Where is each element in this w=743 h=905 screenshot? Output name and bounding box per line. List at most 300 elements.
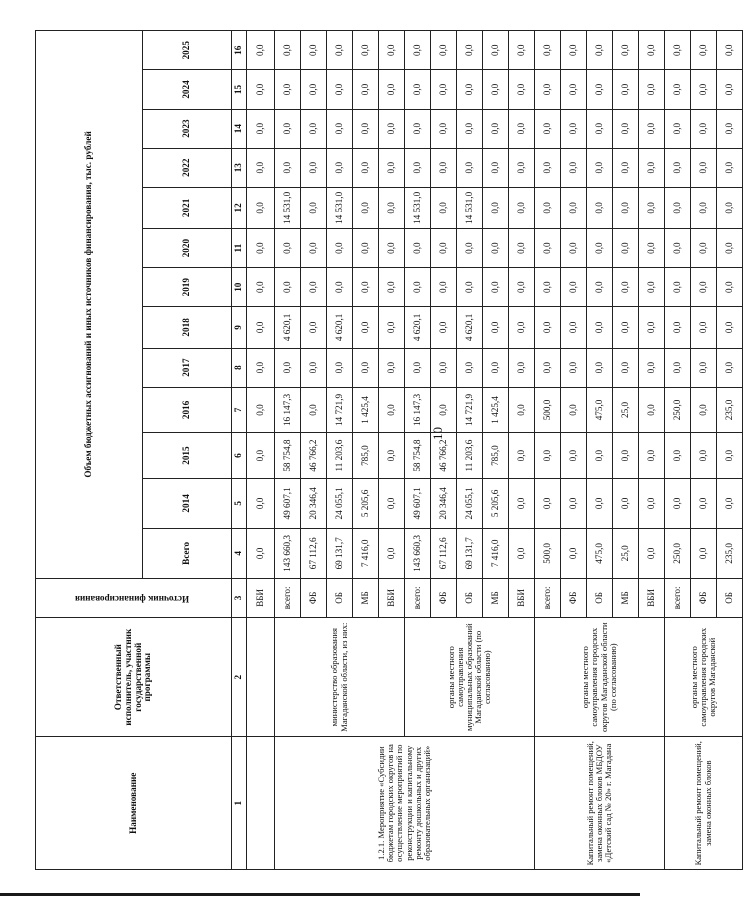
value-cell: 0,0: [691, 187, 717, 228]
financing-table: [35, 30, 743, 870]
value-cell: 49 607,1: [275, 478, 301, 528]
value-cell: 24 055,1: [457, 478, 483, 528]
value-cell: 0,0: [353, 307, 379, 348]
value-cell: 0,0: [509, 31, 535, 70]
value-cell: 0,0: [247, 478, 275, 528]
value-cell: 69 131,7: [327, 528, 353, 578]
header-year-2019: 2019: [143, 268, 232, 307]
value-cell: 4 620,1: [327, 307, 353, 348]
value-cell: 7 416,0: [353, 528, 379, 578]
column-number: 16: [232, 31, 247, 70]
value-cell: 11 203,6: [327, 433, 353, 479]
value-cell: 0,0: [587, 268, 613, 307]
value-cell: 20 346,4: [301, 478, 327, 528]
value-cell: 0,0: [613, 70, 639, 109]
value-cell: 0,0: [247, 148, 275, 187]
header-year-2022: 2022: [143, 148, 232, 187]
header-total: Всего: [143, 528, 232, 578]
value-cell: 0,0: [379, 31, 405, 70]
measure-name: Капитальный ремонт помещений, замена оконных блоков: [665, 737, 743, 870]
value-cell: 0,0: [327, 109, 353, 148]
value-cell: 0,0: [353, 70, 379, 109]
value-cell: 0,0: [535, 478, 561, 528]
value-cell: 0,0: [691, 148, 717, 187]
value-cell: 0,0: [717, 70, 743, 109]
value-cell: 0,0: [275, 31, 301, 70]
header-year-2015: 2015: [143, 433, 232, 479]
source-cell: ФБ: [691, 578, 717, 617]
value-cell: 0,0: [405, 109, 431, 148]
value-cell: 0,0: [247, 348, 275, 387]
value-cell: 0,0: [483, 187, 509, 228]
source-cell: МБ: [613, 578, 639, 617]
column-number: 6: [232, 433, 247, 479]
value-cell: 0,0: [301, 387, 327, 433]
value-cell: 0,0: [483, 307, 509, 348]
value-cell: 0,0: [275, 109, 301, 148]
value-cell: 0,0: [691, 109, 717, 148]
value-cell: 0,0: [561, 433, 587, 479]
value-cell: 0,0: [327, 348, 353, 387]
source-cell: ВБИ: [509, 578, 535, 617]
value-cell: 0,0: [509, 109, 535, 148]
value-cell: 0,0: [639, 229, 665, 268]
value-cell: 0,0: [535, 70, 561, 109]
value-cell: 4 620,1: [275, 307, 301, 348]
value-cell: 0,0: [535, 433, 561, 479]
value-cell: 0,0: [509, 148, 535, 187]
value-cell: 0,0: [587, 307, 613, 348]
header-row-numbers: [232, 31, 247, 870]
value-cell: 5 205,6: [483, 478, 509, 528]
value-cell: 0,0: [405, 268, 431, 307]
value-cell: 0,0: [717, 148, 743, 187]
value-cell: 14 531,0: [327, 187, 353, 228]
value-cell: 0,0: [535, 229, 561, 268]
value-cell: 46 766,2: [301, 433, 327, 479]
value-cell: 0,0: [275, 268, 301, 307]
header-year-2025: 2025: [143, 31, 232, 70]
value-cell: 0,0: [431, 187, 457, 228]
value-cell: 0,0: [639, 387, 665, 433]
value-cell: 0,0: [431, 148, 457, 187]
value-cell: 475,0: [587, 387, 613, 433]
source-cell: всего:: [405, 578, 431, 617]
value-cell: 0,0: [717, 187, 743, 228]
value-cell: 0,0: [247, 387, 275, 433]
value-cell: 0,0: [561, 268, 587, 307]
value-cell: 0,0: [379, 307, 405, 348]
value-cell: 0,0: [691, 478, 717, 528]
value-cell: 0,0: [379, 268, 405, 307]
value-cell: 0,0: [509, 307, 535, 348]
column-number: 3: [232, 578, 247, 617]
value-cell: 14 721,9: [327, 387, 353, 433]
value-cell: 0,0: [561, 148, 587, 187]
value-cell: 0,0: [691, 31, 717, 70]
header-row-1: [36, 31, 143, 870]
value-cell: 11 203,6: [457, 433, 483, 479]
value-cell: 0,0: [431, 109, 457, 148]
value-cell: 0,0: [587, 70, 613, 109]
header-source: [36, 578, 232, 617]
value-cell: 7 416,0: [483, 528, 509, 578]
table-row: [535, 31, 561, 870]
value-cell: 58 754,8: [275, 433, 301, 479]
source-cell: ОБ: [587, 578, 613, 617]
header-year-2020: 2020: [143, 229, 232, 268]
value-cell: 0,0: [247, 187, 275, 228]
value-cell: 0,0: [665, 433, 691, 479]
value-cell: 0,0: [561, 109, 587, 148]
value-cell: 0,0: [639, 307, 665, 348]
value-cell: 0,0: [613, 478, 639, 528]
value-cell: 0,0: [301, 229, 327, 268]
value-cell: 0,0: [665, 348, 691, 387]
column-number: 11: [232, 229, 247, 268]
value-cell: 0,0: [247, 70, 275, 109]
column-number: 5: [232, 478, 247, 528]
value-cell: 0,0: [483, 70, 509, 109]
value-cell: 0,0: [639, 348, 665, 387]
value-cell: 0,0: [431, 268, 457, 307]
value-cell: 0,0: [509, 348, 535, 387]
value-cell: 0,0: [561, 348, 587, 387]
value-cell: 58 754,8: [405, 433, 431, 479]
value-cell: 0,0: [457, 109, 483, 148]
value-cell: 4 620,1: [457, 307, 483, 348]
value-cell: 0,0: [301, 307, 327, 348]
value-cell: 0,0: [431, 70, 457, 109]
value-cell: 250,0: [665, 387, 691, 433]
column-number: 7: [232, 387, 247, 433]
value-cell: 0,0: [691, 307, 717, 348]
table-row: [275, 31, 301, 870]
value-cell: 0,0: [483, 229, 509, 268]
value-cell: 143 660,3: [275, 528, 301, 578]
value-cell: 0,0: [353, 268, 379, 307]
value-cell: 0,0: [247, 433, 275, 479]
value-cell: 0,0: [301, 268, 327, 307]
value-cell: 0,0: [535, 31, 561, 70]
value-cell: 0,0: [613, 348, 639, 387]
value-cell: 0,0: [587, 109, 613, 148]
value-cell: 0,0: [535, 109, 561, 148]
value-cell: 0,0: [509, 528, 535, 578]
value-cell: 0,0: [613, 433, 639, 479]
value-cell: 0,0: [405, 70, 431, 109]
value-cell: 1 425,4: [353, 387, 379, 433]
value-cell: 0,0: [587, 187, 613, 228]
value-cell: 14 531,0: [275, 187, 301, 228]
source-cell: ФБ: [301, 578, 327, 617]
value-cell: 0,0: [327, 268, 353, 307]
value-cell: 0,0: [665, 229, 691, 268]
value-cell: 0,0: [535, 148, 561, 187]
executor-cell: органы местного самоуправления городских округов Магаданской: [665, 617, 743, 737]
value-cell: 0,0: [353, 348, 379, 387]
value-cell: 25,0: [613, 387, 639, 433]
column-number: 14: [232, 109, 247, 148]
value-cell: 0,0: [379, 229, 405, 268]
value-cell: 14 531,0: [457, 187, 483, 228]
value-cell: 0,0: [509, 433, 535, 479]
value-cell: 0,0: [613, 268, 639, 307]
measure-name: Капитальный ремонт помещений, замена оконных блоков МБДОУ «Детский сад № 20» г. Магадана: [535, 737, 665, 870]
column-number: 1: [232, 737, 247, 870]
value-cell: 14 721,9: [457, 387, 483, 433]
value-cell: 0,0: [639, 187, 665, 228]
value-cell: 0,0: [247, 268, 275, 307]
value-cell: 0,0: [353, 229, 379, 268]
source-cell: ОБ: [717, 578, 743, 617]
value-cell: 0,0: [301, 31, 327, 70]
value-cell: 0,0: [379, 187, 405, 228]
source-cell: всего:: [535, 578, 561, 617]
column-number: 9: [232, 307, 247, 348]
value-cell: 0,0: [587, 433, 613, 479]
value-cell: 20 346,4: [431, 478, 457, 528]
header-year-2014: 2014: [143, 478, 232, 528]
value-cell: 0,0: [301, 148, 327, 187]
value-cell: 0,0: [561, 478, 587, 528]
value-cell: 0,0: [665, 307, 691, 348]
value-cell: 143 660,3: [405, 528, 431, 578]
value-cell: 0,0: [665, 31, 691, 70]
value-cell: 0,0: [379, 478, 405, 528]
value-cell: 0,0: [247, 109, 275, 148]
value-cell: 0,0: [561, 31, 587, 70]
value-cell: 0,0: [613, 31, 639, 70]
source-cell: ОБ: [457, 578, 483, 617]
value-cell: 25,0: [613, 528, 639, 578]
value-cell: 0,0: [301, 348, 327, 387]
value-cell: 785,0: [483, 433, 509, 479]
source-cell: ВБИ: [379, 578, 405, 617]
value-cell: 0,0: [379, 387, 405, 433]
value-cell: 0,0: [509, 387, 535, 433]
value-cell: 67 112,6: [431, 528, 457, 578]
header-year-2023: 2023: [143, 109, 232, 148]
value-cell: 0,0: [509, 70, 535, 109]
value-cell: 0,0: [665, 70, 691, 109]
executor-cell: [247, 617, 275, 737]
value-cell: 0,0: [353, 187, 379, 228]
column-number: 2: [232, 617, 247, 737]
value-cell: 0,0: [431, 348, 457, 387]
value-cell: 0,0: [691, 387, 717, 433]
value-cell: 0,0: [483, 268, 509, 307]
table-row: [665, 31, 691, 870]
header-name: Наименование: [36, 737, 232, 870]
value-cell: 0,0: [717, 307, 743, 348]
column-number: 8: [232, 348, 247, 387]
value-cell: 0,0: [275, 229, 301, 268]
value-cell: 0,0: [247, 528, 275, 578]
value-cell: 0,0: [431, 229, 457, 268]
value-cell: 0,0: [379, 70, 405, 109]
value-cell: 0,0: [457, 148, 483, 187]
value-cell: 0,0: [587, 148, 613, 187]
value-cell: 0,0: [639, 478, 665, 528]
value-cell: 0,0: [613, 148, 639, 187]
value-cell: 0,0: [535, 268, 561, 307]
source-cell: ФБ: [561, 578, 587, 617]
value-cell: 250,0: [665, 528, 691, 578]
header-volume: Объем бюджетных ассигнований и иных источников финансирования, тыс. рублей: [36, 31, 143, 579]
header-year-2021: 2021: [143, 187, 232, 228]
value-cell: 0,0: [587, 478, 613, 528]
value-cell: 0,0: [457, 31, 483, 70]
value-cell: 0,0: [665, 268, 691, 307]
value-cell: 0,0: [301, 187, 327, 228]
value-cell: 0,0: [483, 348, 509, 387]
value-cell: 0,0: [509, 187, 535, 228]
table-row: [247, 31, 275, 870]
value-cell: 0,0: [247, 31, 275, 70]
value-cell: 46 766,2: [431, 433, 457, 479]
value-cell: 0,0: [247, 307, 275, 348]
column-number: 13: [232, 148, 247, 187]
value-cell: 0,0: [327, 70, 353, 109]
source-cell: ОБ: [327, 578, 353, 617]
value-cell: 0,0: [431, 31, 457, 70]
value-cell: 49 607,1: [405, 478, 431, 528]
value-cell: 0,0: [639, 109, 665, 148]
value-cell: 0,0: [613, 187, 639, 228]
value-cell: 0,0: [275, 348, 301, 387]
value-cell: 0,0: [327, 148, 353, 187]
value-cell: 0,0: [509, 478, 535, 528]
value-cell: 0,0: [379, 528, 405, 578]
value-cell: 0,0: [613, 109, 639, 148]
value-cell: 0,0: [691, 528, 717, 578]
value-cell: 500,0: [535, 387, 561, 433]
column-number: 12: [232, 187, 247, 228]
value-cell: 0,0: [717, 268, 743, 307]
value-cell: 0,0: [275, 148, 301, 187]
value-cell: 4 620,1: [405, 307, 431, 348]
table-body: [247, 31, 743, 870]
value-cell: 14 531,0: [405, 187, 431, 228]
value-cell: 0,0: [431, 307, 457, 348]
header-year-2024: 2024: [143, 70, 232, 109]
value-cell: 0,0: [639, 433, 665, 479]
value-cell: 0,0: [405, 148, 431, 187]
value-cell: 24 055,1: [327, 478, 353, 528]
column-number: 4: [232, 528, 247, 578]
value-cell: 0,0: [301, 70, 327, 109]
value-cell: 0,0: [457, 229, 483, 268]
value-cell: 0,0: [665, 148, 691, 187]
value-cell: 0,0: [379, 348, 405, 387]
value-cell: 1 425,4: [483, 387, 509, 433]
value-cell: 0,0: [301, 109, 327, 148]
bottom-rule: [0, 893, 640, 896]
value-cell: 0,0: [561, 229, 587, 268]
executor-cell: органы местного самоуправления муниципальных образований Магаданской области (по согласованию): [405, 617, 535, 737]
value-cell: 0,0: [561, 187, 587, 228]
measure-name: 1.2.1. Мероприятие «Субсидии бюджетам городских округов на осуществление мероприятий по реконструкции и капитальному ремонту дошкольных и других образовательных организаций»: [275, 737, 535, 870]
value-cell: 0,0: [717, 348, 743, 387]
value-cell: 0,0: [587, 229, 613, 268]
source-cell: ФБ: [431, 578, 457, 617]
source-cell: всего:: [665, 578, 691, 617]
value-cell: 500,0: [535, 528, 561, 578]
source-cell: ВБИ: [639, 578, 665, 617]
value-cell: 0,0: [509, 229, 535, 268]
source-cell: МБ: [353, 578, 379, 617]
value-cell: 0,0: [483, 31, 509, 70]
value-cell: 0,0: [457, 70, 483, 109]
column-number: 15: [232, 70, 247, 109]
value-cell: 16 147,3: [405, 387, 431, 433]
header-year-2018: 2018: [143, 307, 232, 348]
value-cell: 0,0: [561, 387, 587, 433]
value-cell: 0,0: [665, 109, 691, 148]
page-number: 10: [430, 427, 445, 440]
value-cell: 0,0: [639, 148, 665, 187]
value-cell: 235,0: [717, 528, 743, 578]
value-cell: 0,0: [717, 31, 743, 70]
value-cell: 0,0: [665, 187, 691, 228]
value-cell: 0,0: [509, 268, 535, 307]
value-cell: 0,0: [717, 229, 743, 268]
value-cell: 0,0: [665, 478, 691, 528]
value-cell: 0,0: [535, 307, 561, 348]
value-cell: 0,0: [327, 31, 353, 70]
value-cell: 0,0: [561, 70, 587, 109]
value-cell: 0,0: [691, 70, 717, 109]
value-cell: 67 112,6: [301, 528, 327, 578]
source-cell: ВБИ: [247, 578, 275, 617]
header-executor: Ответственный исполнитель, участник государственной программы: [36, 617, 232, 737]
value-cell: 0,0: [639, 268, 665, 307]
value-cell: 0,0: [535, 187, 561, 228]
value-cell: 0,0: [431, 387, 457, 433]
value-cell: 0,0: [457, 348, 483, 387]
value-cell: 235,0: [717, 387, 743, 433]
value-cell: 0,0: [405, 348, 431, 387]
value-cell: 0,0: [405, 31, 431, 70]
value-cell: 0,0: [717, 478, 743, 528]
value-cell: 0,0: [561, 528, 587, 578]
value-cell: 0,0: [275, 70, 301, 109]
value-cell: 0,0: [691, 268, 717, 307]
value-cell: 0,0: [483, 148, 509, 187]
executor-cell: органы местного самоуправления городских округов Магаданской области (по согласованию): [535, 617, 665, 737]
executor-cell: министерство образования Магаданской области, из них:: [275, 617, 405, 737]
value-cell: 0,0: [691, 348, 717, 387]
value-cell: 0,0: [457, 268, 483, 307]
value-cell: 0,0: [587, 31, 613, 70]
value-cell: 0,0: [613, 307, 639, 348]
header-year-2016: 2016: [143, 387, 232, 433]
value-cell: 0,0: [639, 70, 665, 109]
value-cell: 0,0: [691, 433, 717, 479]
value-cell: 0,0: [379, 109, 405, 148]
source-cell: МБ: [483, 578, 509, 617]
header-source-text: Источник финансирования: [75, 593, 190, 604]
value-cell: 0,0: [483, 109, 509, 148]
value-cell: 69 131,7: [457, 528, 483, 578]
rotated-table-container: [35, 30, 734, 870]
value-cell: 5 205,6: [353, 478, 379, 528]
value-cell: 0,0: [379, 148, 405, 187]
source-cell: всего:: [275, 578, 301, 617]
value-cell: 0,0: [639, 528, 665, 578]
header-year-2017: 2017: [143, 348, 232, 387]
